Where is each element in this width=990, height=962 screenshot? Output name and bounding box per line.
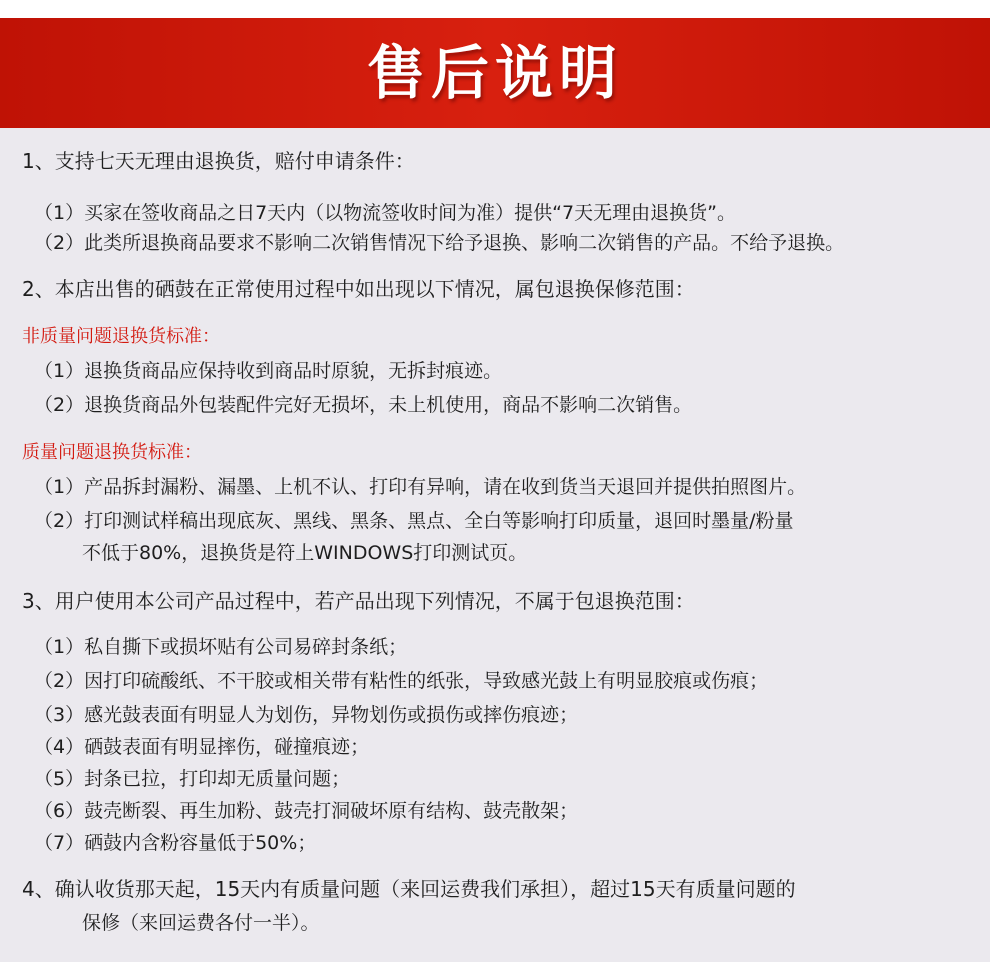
section4-heading: 4、确认收货那天起，15天内有质量问题（来回运费我们承担），超过15天有质量问题的: [22, 877, 796, 901]
top-white-strip: [0, 0, 990, 18]
section3-item-5: （5）封条已拉，打印却无质量问题；: [34, 768, 351, 790]
quality-item-2: （2）打印测试样稿出现底灰、黑线、黑条、黑点、全白等影响打印质量，退回时墨量/粉量: [34, 510, 794, 532]
quality-title: 质量问题退换货标准：: [22, 442, 202, 463]
section3-item-2: （2）因打印硫酸纸、不干胶或相关带有粘性的纸张，导致感光鼓上有明显胶痕或伤痕；: [34, 670, 769, 692]
quality-item-2-continued: 不低于80%，退换货是符上WINDOWS打印测试页。: [82, 542, 528, 564]
non-quality-item-1: （1）退换货商品应保持收到商品时原貌，无拆封痕迹。: [34, 360, 503, 382]
section1-item-1: （1）买家在签收商品之日7天内（以物流签收时间为准）提供“7天无理由退换货”。: [34, 202, 736, 224]
quality-item-1: （1）产品拆封漏粉、漏墨、上机不认、打印有异响，请在收到货当天退回并提供拍照图片。: [34, 476, 807, 498]
section3-item-4: （4）硒鼓表面有明显摔伤，碰撞痕迹；: [34, 736, 370, 758]
section2-heading: 2、本店出售的硒鼓在正常使用过程中如出现以下情况，属包退换保修范围：: [22, 277, 695, 301]
section3-item-3: （3）感光鼓表面有明显人为划伤，异物划伤或损伤或摔伤痕迹；: [34, 704, 579, 726]
section3-item-1: （1）私自撕下或损坏贴有公司易碎封条纸；: [34, 636, 408, 658]
section3-heading: 3、用户使用本公司产品过程中，若产品出现下列情况，不属于包退换范围：: [22, 589, 695, 613]
section3-item-7: （7）硒鼓内含粉容量低于50%；: [34, 832, 317, 854]
title-banner: [0, 18, 990, 128]
non-quality-item-2: （2）退换货商品外包装配件完好无损坏，未上机使用，商品不影响二次销售。: [34, 394, 693, 416]
non-quality-title: 非质量问题退换货标准：: [22, 326, 220, 347]
section4-continued: 保修（来回运费各付一半）。: [82, 912, 320, 934]
after-sales-content: [0, 128, 990, 962]
section1-item-2: （2）此类所退换商品要求不影响二次销售情况下给予退换、影响二次销售的产品。不给予退换。: [34, 232, 845, 254]
page-title: 售后说明: [366, 39, 623, 107]
section3-item-6: （6）鼓壳断裂、再生加粉、鼓壳打洞破坏原有结构、鼓壳散架；: [34, 800, 579, 822]
section1-heading: 1、支持七天无理由退换货，赔付申请条件：: [22, 149, 415, 173]
